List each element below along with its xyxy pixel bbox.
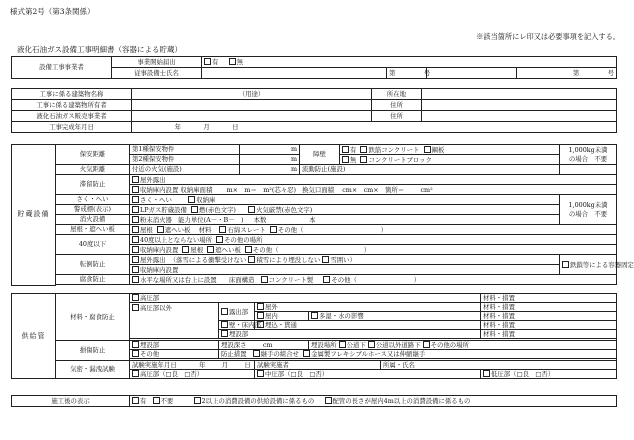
materials-measures-5[interactable]: 材料・措置 bbox=[481, 330, 617, 339]
checkbox[interactable] bbox=[132, 216, 139, 223]
checkbox[interactable] bbox=[368, 341, 375, 348]
checkbox[interactable] bbox=[257, 303, 264, 310]
checkbox[interactable] bbox=[191, 206, 198, 213]
corrosion-options: 水平な場所又は台上に設置 床面構造 コンクリート製 その他（ ） bbox=[130, 275, 617, 285]
contractor-table bbox=[11, 56, 617, 79]
cert-number-2[interactable]: 第 号 bbox=[517, 68, 617, 79]
contractor-label: 設備工事事業者 bbox=[12, 57, 112, 79]
extinguisher-options: 粉末消火器 能力単位(A－・B－ ) 本数 本 bbox=[130, 215, 560, 225]
checkbox[interactable] bbox=[423, 341, 430, 348]
checkbox[interactable] bbox=[132, 236, 139, 243]
safety-distance-label: 保安距離 bbox=[56, 145, 130, 165]
protection-measures: 防止措置 継手の組合せ 金属製フレキシブルホース又は伸縮継手 bbox=[219, 350, 617, 359]
high-pressure-row: 高圧部 bbox=[130, 294, 481, 303]
fence-options: さく・へい 収納庫 bbox=[130, 195, 560, 205]
checkbox[interactable] bbox=[132, 341, 139, 348]
checkbox[interactable] bbox=[322, 256, 329, 263]
tester-signature[interactable]: 所属・氏名 bbox=[381, 361, 617, 370]
mid-pressure-result[interactable]: 中圧部（□良 □否） bbox=[255, 370, 481, 379]
location-label: 所在地 bbox=[372, 89, 422, 100]
fire-distance-label: 火気距離 bbox=[56, 165, 130, 175]
checkbox[interactable] bbox=[132, 176, 139, 183]
building-name-label: 工事に係る建築物名称 bbox=[12, 89, 132, 100]
checkbox[interactable] bbox=[257, 370, 264, 377]
checkbox[interactable] bbox=[229, 58, 236, 65]
checkbox[interactable] bbox=[207, 246, 214, 253]
below40-install-options: 収納庫内設置 屋根 遮へい板 その他（ ） bbox=[130, 245, 617, 255]
checkbox[interactable] bbox=[245, 246, 252, 253]
fire-inflow-label: 流動防止(施設) bbox=[300, 165, 560, 175]
airtight-test-label: 気密・漏洩試験 bbox=[56, 361, 130, 379]
checkbox[interactable] bbox=[303, 350, 310, 357]
materials-measures-1[interactable]: 材料・措置 bbox=[481, 294, 617, 303]
checkbox[interactable] bbox=[132, 294, 139, 301]
first-class-distance[interactable]: m bbox=[240, 145, 300, 155]
supply-table bbox=[11, 293, 617, 379]
no-label: 無 bbox=[236, 58, 243, 67]
checkbox[interactable] bbox=[132, 304, 139, 311]
checkbox[interactable] bbox=[132, 246, 139, 253]
storage-room-row: 収納庫内設置 収納庫面積 m× m＝ m²(芯々忍) 換気口面積 cm× cm× 箇所＝ cm² bbox=[130, 185, 617, 195]
building-table bbox=[11, 88, 617, 133]
supply-section-label: 供給管 bbox=[12, 294, 56, 379]
cert-number-1[interactable]: 第 号 bbox=[387, 68, 427, 79]
wall-floor-option: 壁・床内部 bbox=[219, 321, 255, 330]
checkbox[interactable] bbox=[132, 266, 139, 273]
post-construction-options: 有 不要 2以上の消費設備の供給設備に係るもの 配管の長さが屋内4m以上の消費設備に係るもの bbox=[130, 396, 617, 407]
warning-sign-options: LPガス貯蔵設備 燃(赤色文字) 火気厳禁(赤色文字) bbox=[130, 205, 560, 215]
high-pressure-result[interactable]: 高圧部（□良 □否） bbox=[130, 370, 255, 379]
checkbox[interactable] bbox=[248, 206, 255, 213]
fire-nearby-label: 付近の火気(施設) bbox=[130, 165, 240, 175]
checkbox[interactable] bbox=[132, 256, 139, 263]
worker-name-label: 従事設備士氏名 bbox=[112, 68, 202, 79]
owner-field[interactable] bbox=[132, 100, 372, 111]
checkbox[interactable] bbox=[204, 58, 211, 65]
checkbox[interactable] bbox=[219, 226, 226, 233]
low-pressure-result[interactable]: 低圧部（□良 □否） bbox=[481, 370, 617, 379]
damage-prevent-label: 損傷防止 bbox=[56, 341, 130, 361]
checkbox[interactable] bbox=[424, 146, 431, 153]
checkbox[interactable] bbox=[153, 397, 160, 404]
checkbox[interactable] bbox=[132, 186, 139, 193]
second-class-label: 第2種保安物件 bbox=[130, 155, 240, 165]
burial-place: 埋設場所 公道下 公道以外道路下 その他の場所 bbox=[309, 341, 617, 350]
storage-section-label: 貯蔵設備 bbox=[12, 145, 56, 286]
below40-options: 40度以上とならない場所 その他の場所 bbox=[130, 235, 617, 245]
barrier-no-row: 無 コンクリートブロック bbox=[340, 155, 560, 165]
tip-storage-row: 収納庫内設置 bbox=[130, 265, 560, 275]
buried-option: 埋設部 bbox=[219, 330, 481, 339]
stagnation-label: 滞留防止 bbox=[56, 175, 130, 195]
seller-address-field[interactable] bbox=[422, 111, 617, 122]
owner-address-label: 住所 bbox=[372, 100, 422, 111]
post-construction-label: 施工後の表示 bbox=[12, 396, 130, 407]
form-title: 液化石油ガス設備工事明細書（容器による貯蔵） bbox=[17, 45, 182, 54]
location-field[interactable] bbox=[422, 89, 617, 100]
building-usage[interactable]: （用途） bbox=[132, 89, 372, 100]
moisture-option: 多湿・水の影響 bbox=[309, 312, 481, 321]
checkbox[interactable] bbox=[132, 226, 139, 233]
checkbox[interactable] bbox=[257, 321, 264, 328]
outdoor-exposed-row: 屋外露出 bbox=[130, 175, 617, 185]
checkbox[interactable] bbox=[132, 370, 139, 377]
checkbox[interactable] bbox=[339, 341, 346, 348]
tip-outdoor-row: 屋外露出 （落雪による衝撃受けない 積雪により埋没しない 雪囲い） bbox=[130, 255, 560, 265]
below40-label: 40度以下 bbox=[56, 235, 130, 255]
post-construction-table bbox=[11, 395, 617, 407]
tester-label: 試験実施者 bbox=[255, 361, 381, 370]
worker-name-field-2[interactable] bbox=[427, 68, 517, 79]
checkbox[interactable] bbox=[323, 276, 330, 283]
seller-label: 液化石油ガス販売事業者 bbox=[12, 111, 132, 122]
checkbox[interactable] bbox=[257, 312, 264, 319]
exposed-option: 露出部 bbox=[219, 303, 255, 321]
outdoor-option: 屋外 bbox=[255, 303, 481, 312]
checkbox[interactable] bbox=[132, 196, 139, 203]
form-number: 様式第2号（第3条関係） bbox=[10, 7, 95, 16]
checkbox[interactable] bbox=[270, 226, 277, 233]
completion-date[interactable]: 年 月 日 bbox=[132, 122, 617, 133]
second-class-distance[interactable]: m bbox=[240, 155, 300, 165]
instruction-note: ※該当箇所にレ印又は必要事項を記入する。 bbox=[476, 32, 620, 41]
exemption-note-1: 1,000kg未満 の場合 不要 bbox=[560, 145, 617, 165]
checkbox[interactable] bbox=[483, 370, 490, 377]
warning-sign-label: 警戒標(表示) bbox=[56, 205, 130, 215]
checkbox[interactable] bbox=[248, 256, 255, 263]
checkbox[interactable] bbox=[157, 226, 164, 233]
checkbox[interactable] bbox=[562, 261, 569, 268]
material-corrosion-label: 材料・腐食防止 bbox=[56, 294, 130, 341]
buried-part-option: 埋設部 bbox=[130, 341, 219, 350]
yes-label: 有 bbox=[212, 58, 219, 67]
corrosion-label: 腐食防止 bbox=[56, 275, 130, 285]
roof-options: 屋根 遮へい板 材料 石綿スレート その他（ ） bbox=[130, 225, 617, 235]
checkbox[interactable] bbox=[325, 397, 332, 404]
barrier-yes-row: 有 鉄筋コンクリート 鋼板 bbox=[340, 145, 560, 155]
owner-label: 工事に係る建築物所有者 bbox=[12, 100, 132, 111]
checkbox[interactable] bbox=[132, 206, 139, 213]
checkbox[interactable] bbox=[194, 397, 201, 404]
checkbox[interactable] bbox=[342, 156, 349, 163]
materials-measures-3[interactable]: 材料・措置 bbox=[481, 312, 617, 321]
indoor-option: 屋内 bbox=[255, 312, 309, 321]
seller-address-label: 住所 bbox=[372, 111, 422, 122]
notification-label: 事業開始届出 bbox=[112, 57, 202, 68]
checkbox[interactable] bbox=[221, 330, 228, 337]
checkbox[interactable] bbox=[221, 321, 228, 328]
checkbox[interactable] bbox=[311, 312, 318, 319]
fire-distance-value[interactable]: m bbox=[240, 165, 300, 175]
worker-name-field[interactable] bbox=[202, 68, 387, 79]
materials-measures-2[interactable]: 材料・措置 bbox=[481, 303, 617, 312]
checkbox[interactable] bbox=[188, 196, 195, 203]
buried-through-option: 埋込・貫通 bbox=[255, 321, 481, 330]
burial-depth[interactable]: 埋設深さ cm bbox=[219, 341, 309, 350]
checkbox[interactable] bbox=[132, 397, 139, 404]
checkbox[interactable] bbox=[360, 156, 367, 163]
checkbox[interactable] bbox=[221, 308, 228, 315]
roof-label: 屋根・遮へい板 bbox=[56, 225, 130, 235]
checkbox[interactable] bbox=[342, 146, 349, 153]
checkbox[interactable] bbox=[216, 236, 223, 243]
fire-blank bbox=[560, 165, 617, 175]
barrier-label: 障壁 bbox=[300, 145, 340, 165]
other-option: その他 bbox=[130, 350, 219, 359]
test-date[interactable]: 試験実施年月日 年 月 日 bbox=[130, 361, 255, 370]
materials-measures-4[interactable]: 材料・措置 bbox=[481, 321, 617, 330]
owner-address-field[interactable] bbox=[422, 100, 617, 111]
chain-fixing-option: 鉄鎖等による容器固定 bbox=[560, 255, 617, 275]
storage-table bbox=[11, 144, 634, 286]
checkbox[interactable] bbox=[360, 146, 367, 153]
checkbox[interactable] bbox=[261, 276, 268, 283]
fence-label: さく・へい bbox=[56, 195, 130, 205]
completion-label: 工事完成年月日 bbox=[12, 122, 132, 133]
checkbox[interactable] bbox=[132, 276, 139, 283]
tip-prevent-label: 転倒防止 bbox=[56, 255, 130, 275]
high-pressure-other: 高圧部以外 bbox=[130, 303, 219, 339]
checkbox[interactable] bbox=[253, 350, 260, 357]
checkbox[interactable] bbox=[182, 246, 189, 253]
checkbox[interactable] bbox=[132, 350, 139, 357]
notification-options bbox=[202, 57, 617, 68]
extinguisher-label: 消火設備 bbox=[56, 215, 130, 225]
seller-field[interactable] bbox=[132, 111, 372, 122]
first-class-label: 第1種保安物件 bbox=[130, 145, 240, 155]
exemption-note-2: 1,000kg未満 の場合 不要 bbox=[560, 195, 617, 225]
